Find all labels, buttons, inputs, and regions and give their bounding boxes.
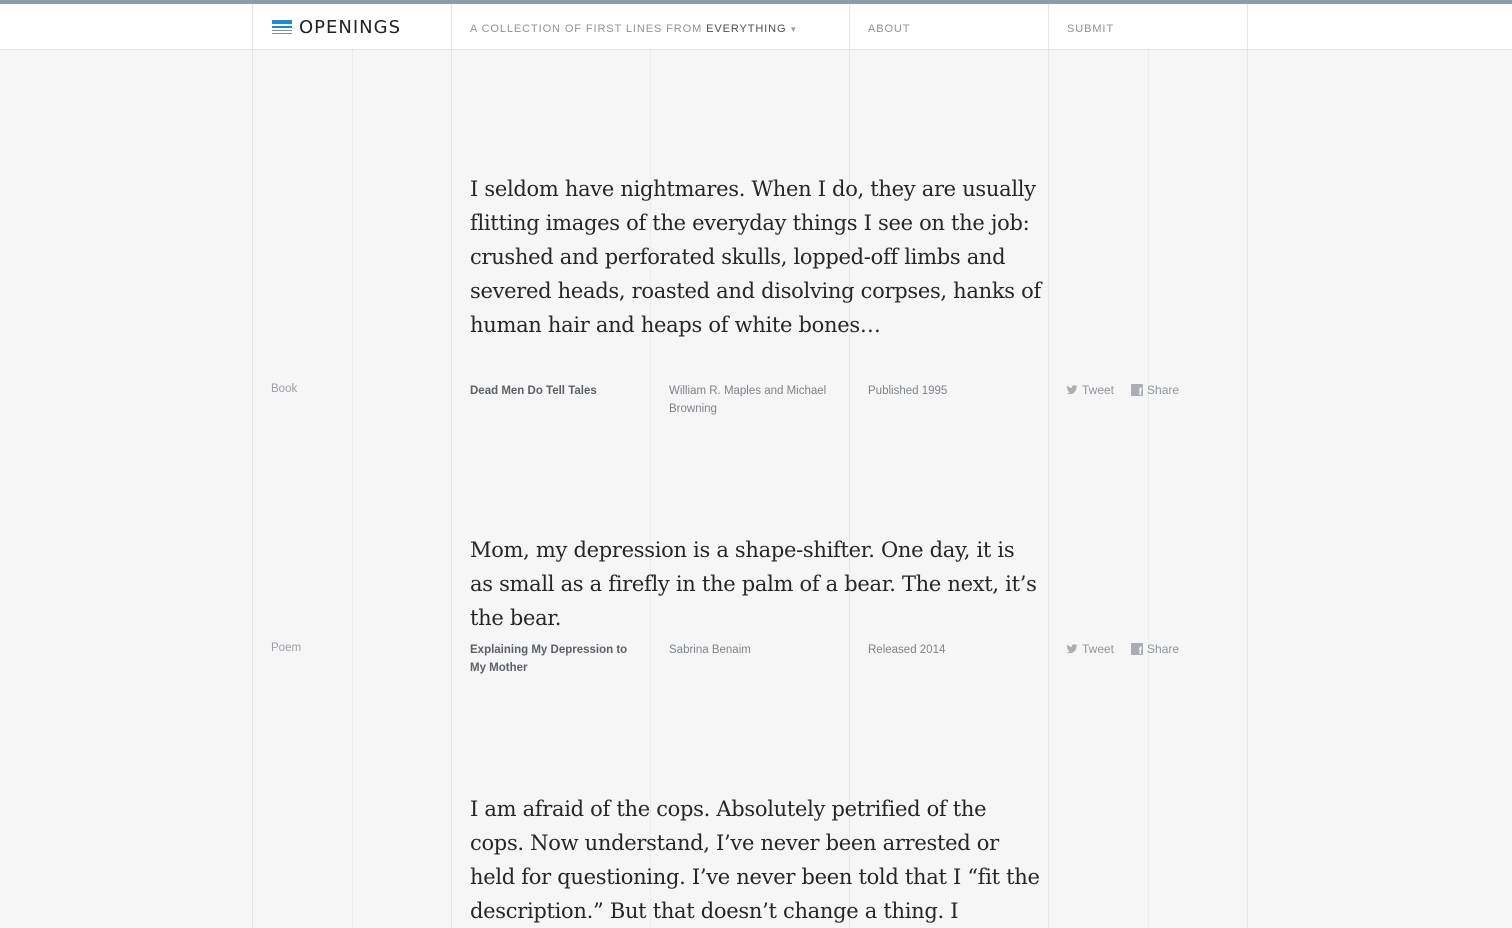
share-button[interactable] — [1131, 642, 1179, 656]
nav-about-link[interactable]: ABOUT — [868, 23, 911, 35]
entry-title[interactable]: Explaining My Depression to My Mother — [470, 644, 628, 674]
tweet-label: Tweet — [1082, 642, 1115, 656]
column-rule — [451, 4, 452, 928]
caret-down-icon: ▼ — [789, 25, 799, 34]
column-rule — [849, 4, 850, 928]
entry-quote[interactable]: I am afraid of the cops. Absolutely petrified of the cops. Now understand, I’ve never been arrested or held for questioning. I’ve never been told that I “fit the description.” But that doesn’t change a thing. I — [470, 797, 1040, 923]
entry-author: Sabrina Benaim — [669, 644, 751, 656]
share-label: Share — [1147, 383, 1180, 397]
nav-submit-link[interactable]: SUBMIT — [1067, 23, 1114, 35]
twitter-icon — [1066, 643, 1078, 655]
entry-author: William R. Maples and Michael Browning — [669, 385, 827, 415]
tweet-label: Tweet — [1082, 383, 1115, 397]
social-buttons — [1066, 383, 1196, 397]
guide-rule — [1148, 50, 1149, 928]
site-logo[interactable] — [272, 16, 401, 38]
share-button[interactable] — [1131, 383, 1179, 397]
filter-dropdown-value[interactable]: EVERYTHING — [706, 23, 787, 35]
entry-quote[interactable]: Mom, my depression is a shape-shifter. One day, it is as small as a firefly in the palm of a bear. The next, it’s the bear. — [470, 538, 1037, 630]
tweet-button[interactable] — [1066, 383, 1114, 397]
entry-type: Poem — [271, 642, 302, 654]
entry-quote[interactable]: I seldom have nightmares. When I do, they are usually flitting images of the everyday things I see on the job: crushed and perforated skulls, lopped-off limbs and severed heads, roasted and disolving corpses, hanks of human hair and heaps of white bones… — [470, 177, 1041, 337]
entry-type: Book — [271, 383, 298, 395]
entry-date: Released 2014 — [868, 644, 946, 656]
column-rule — [1247, 4, 1248, 928]
column-rule — [252, 4, 253, 928]
tweet-button[interactable] — [1066, 642, 1114, 656]
entry-date: Published 1995 — [868, 385, 948, 397]
entry-title[interactable]: Dead Men Do Tell Tales — [470, 385, 597, 397]
column-rule — [1048, 4, 1049, 928]
social-buttons — [1066, 642, 1196, 656]
facebook-icon — [1131, 384, 1143, 396]
openings-logo-icon — [272, 20, 292, 34]
collection-filter[interactable] — [470, 23, 798, 35]
share-label: Share — [1147, 642, 1180, 656]
logo-text: OPENINGS — [299, 16, 402, 38]
guide-rule — [352, 50, 353, 928]
twitter-icon — [1066, 384, 1078, 396]
facebook-icon — [1131, 643, 1143, 655]
tagline-text: A COLLECTION OF FIRST LINES FROM — [470, 23, 703, 35]
